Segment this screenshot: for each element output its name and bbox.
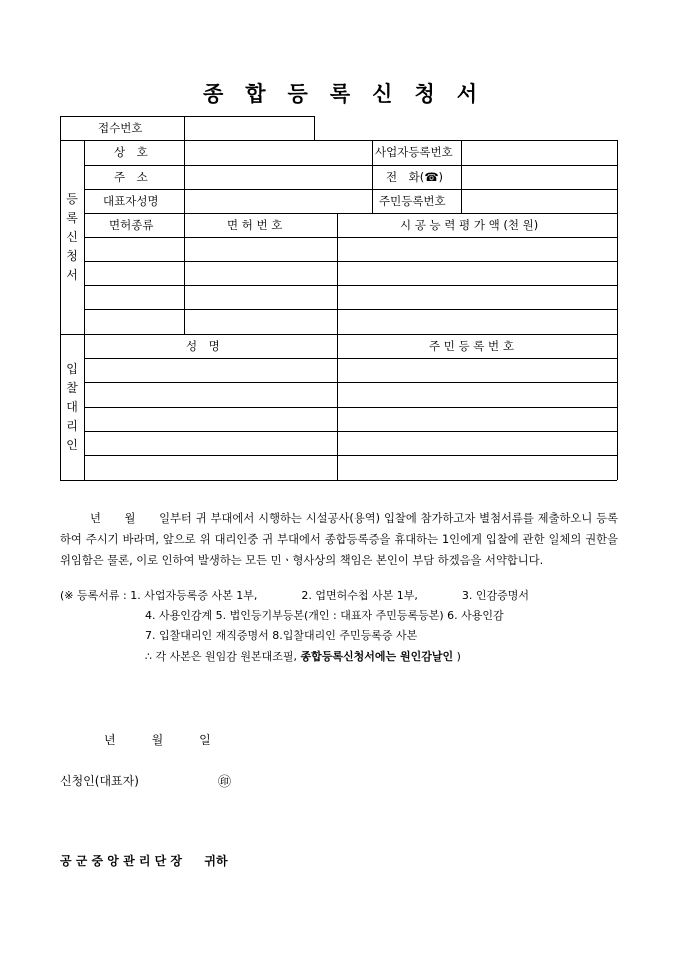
license-type-header: 면허종류 [109,218,154,232]
title-char: 청 [414,81,435,106]
required-documents-line-1 [60,586,529,606]
phone-label: 전 화(☎) [386,170,444,184]
resident-number-label: 주민등록번호 [379,194,446,208]
license-number-field[interactable] [185,262,337,285]
license-type-field[interactable] [85,286,184,309]
form-title [0,78,680,108]
copy-notice [145,647,461,667]
receipt-number-field[interactable] [185,117,313,139]
title-char: 종 [202,81,224,106]
label-char: 입 [66,362,78,376]
phone-field[interactable] [462,166,616,188]
agent-resident-number-field[interactable] [338,359,617,381]
notice-text: ∴ 각 사본은 원임감 원본대조필, [145,650,297,663]
representative-name-field[interactable] [185,190,371,212]
notice-emphasis: 종합등록신청서에는 원인감날인 [300,650,454,663]
agent-name-field[interactable] [85,359,336,381]
label-char: 찰 [66,381,78,395]
license-type-field[interactable] [85,310,184,333]
business-number-label: 사업자등록번호 [375,145,453,159]
label-char: 록 [66,211,78,225]
address-field[interactable] [185,166,371,188]
capability-amount-field[interactable] [338,286,617,309]
required-documents-line-2: 4. 사용인감계 5. 법인등기부등본(개인 : 대표자 주민등록등본) 6. 사용인감 [145,609,504,622]
agent-name-field[interactable] [85,383,336,406]
capability-amount-field[interactable] [338,262,617,285]
addressee-name: 공 군 중 앙 관 리 단 장 [60,854,182,868]
agent-name-field[interactable] [85,408,336,430]
applicant-name-field[interactable] [150,768,210,788]
required-documents-line-3: 7. 입찰대리인 재직증명서 8.입찰대리인 주민등록증 사본 [145,629,418,642]
trade-name-field[interactable] [185,141,371,164]
business-number-field[interactable] [462,141,616,164]
doc-item: (※ 등록서류 : 1. 사업자등록증 사본 1부, [60,589,258,602]
agent-resident-number-field[interactable] [338,456,617,479]
title-char: 신 [372,81,393,106]
label-char: 대 [66,400,78,414]
seal-mark: ㊞ [218,775,232,790]
agent-rows [85,359,617,480]
agent-name-field[interactable] [85,432,336,454]
applicant-label: 신청인(대표자) [60,774,139,788]
bidding-agent-section-label [62,360,82,455]
agent-resident-number-field[interactable] [338,432,617,454]
agent-name-field[interactable] [85,456,336,479]
capability-amount-field[interactable] [338,238,617,261]
agent-resident-number-field[interactable] [338,383,617,406]
label-char: 신 [66,230,78,244]
license-number-field[interactable] [185,310,337,333]
notice-text: ) [456,650,461,663]
license-number-field[interactable] [185,238,337,261]
registration-section-label [62,190,82,285]
label-char: 리 [66,419,78,433]
label-char: 등 [66,192,78,206]
capability-amount-header: 시 공 능 력 평 가 액 (천 원) [400,218,539,232]
doc-item: 3. 인감증명서 [461,589,529,602]
pledge-paragraph: 년 월 일부터 귀 부대에서 시행하는 시설공사(용역) 입찰에 참가하고자 별첨서류를 제출하오니 등록하여 주시기 바라며, 앞으로 위 대리인중 귀 부대에서 종합등록증을 휴대하는 1인에게 입찰에 관한 일체의 권한을 위임함은 물론, 이로 인하여 발생하는 모든 민ㆍ형사상의 책임은 본인이 부담 하겠음을 서약합니다. [60,512,618,567]
license-rows [85,238,617,334]
license-number-header: 면 허 번 호 [227,218,283,232]
address-label: 주 소 [114,170,148,184]
label-char: 서 [66,268,78,282]
trade-name-label: 상 호 [114,145,148,159]
title-char: 합 [245,81,266,106]
addressee [60,852,228,869]
honorific: 귀하 [204,854,228,868]
label-char: 청 [66,249,78,263]
title-char: 등 [287,81,308,106]
agent-resident-number-header: 주 민 등 록 번 호 [429,339,514,353]
title-char: 록 [329,81,351,106]
agent-name-header: 성 명 [186,339,220,353]
agent-resident-number-field[interactable] [338,408,617,430]
license-type-field[interactable] [85,238,184,261]
title-char: 서 [456,81,478,106]
resident-number-field[interactable] [462,190,616,212]
capability-amount-field[interactable] [338,310,617,333]
receipt-number-label: 접수번호 [98,121,143,135]
date-line: 년 월 일 [104,733,211,747]
representative-name-label: 대표자성명 [103,194,159,208]
license-number-field[interactable] [185,286,337,309]
license-type-field[interactable] [85,262,184,285]
label-char: 인 [66,438,78,452]
doc-item: 2. 업면허수첩 사본 1부, [301,589,418,602]
